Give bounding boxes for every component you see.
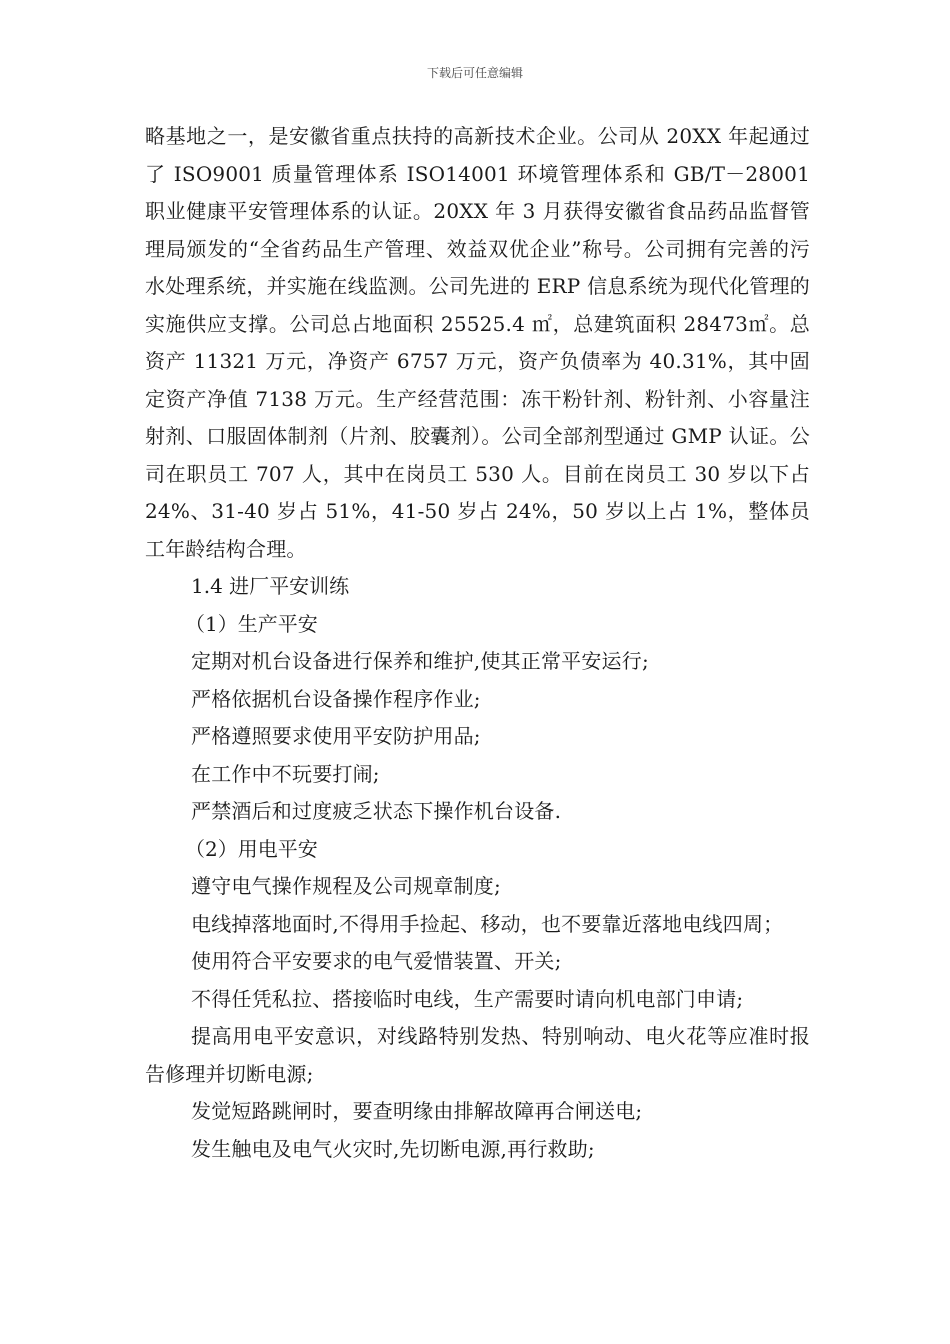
document-body [145, 118, 810, 1168]
list-item: 定期对机台设备进行保养和维护,使其正常平安运行; [191, 649, 649, 673]
list-item: 提高用电平安意识，对线路特别发热、特别响动、电火花等应准时报告修理并切断电源; [145, 1024, 810, 1086]
subsection-title-production: （1）生产平安 [185, 611, 318, 636]
page-header: 下载后可任意编辑 [426, 66, 523, 80]
subsection-title-electrical: （2）用电平安 [185, 836, 318, 861]
list-item: 严格依据机台设备操作程序作业; [191, 686, 481, 711]
list-item: 严格遵照要求使用平安防护用品; [191, 724, 481, 748]
list-item: 严禁酒后和过度疲乏状态下操作机台设备. [191, 799, 562, 823]
section-title: 1.4 进厂平安训练 [191, 574, 350, 598]
list-item: 不得任凭私拉、搭接临时电线，生产需要时请向机电部门申请; [191, 986, 744, 1011]
list-item: 遵守电气操作规程及公司规章制度; [191, 874, 501, 898]
list-item: 发生触电及电气火灾时,先切断电源,再行救助; [191, 1136, 595, 1161]
list-item: 在工作中不玩要打闹; [191, 761, 380, 786]
intro-paragraph: 略基地之一，是安徽省重点扶持的高新技术企业。公司从 20XX 年起通过了 ISO9001 质量管理体系 ISO14001 环境管理体系和 GB/T－28001 职业健康平安管理体系的认证。20XX 年 3 月获得安徽省食品药品监督管理局颁发的“全省药品生产管理、效益双优企业”称号。公司拥有完善的污水处理系统，并实施在线监测。公司先进的 ERP 信息系统为现代化管理的实施供应支撑。公司总占地面积 25525.4 ㎡，总建筑面积 28473㎡。总资产 11321 万元，净资产 6757 万元，资产负债率为 40.31%，其中固定资产净值 7138 万元。生产经营范围：冻干粉针剂、粉针剂、小容量注射剂、口服固体制剂（片剂、胶囊剂）。公司全部剂型通过 GMP 认证。公司在职员工 707 人，其中在岗员工 530 人。目前在岗员工 30 岁以下占 24%、31-40 岁占 51%，41-50 岁占 24%，50 岁以上占 1%，整体员工年龄结构合理。 [145, 124, 810, 561]
list-item: 发觉短路跳闸时，要查明缘由排解故障再合闸送电; [191, 1099, 643, 1123]
list-item: 电线掉落地面时,不得用手捡起、移动，也不要靠近落地电线四周； [191, 911, 784, 936]
list-item: 使用符合平安要求的电气爱惜装置、开关; [191, 949, 562, 973]
